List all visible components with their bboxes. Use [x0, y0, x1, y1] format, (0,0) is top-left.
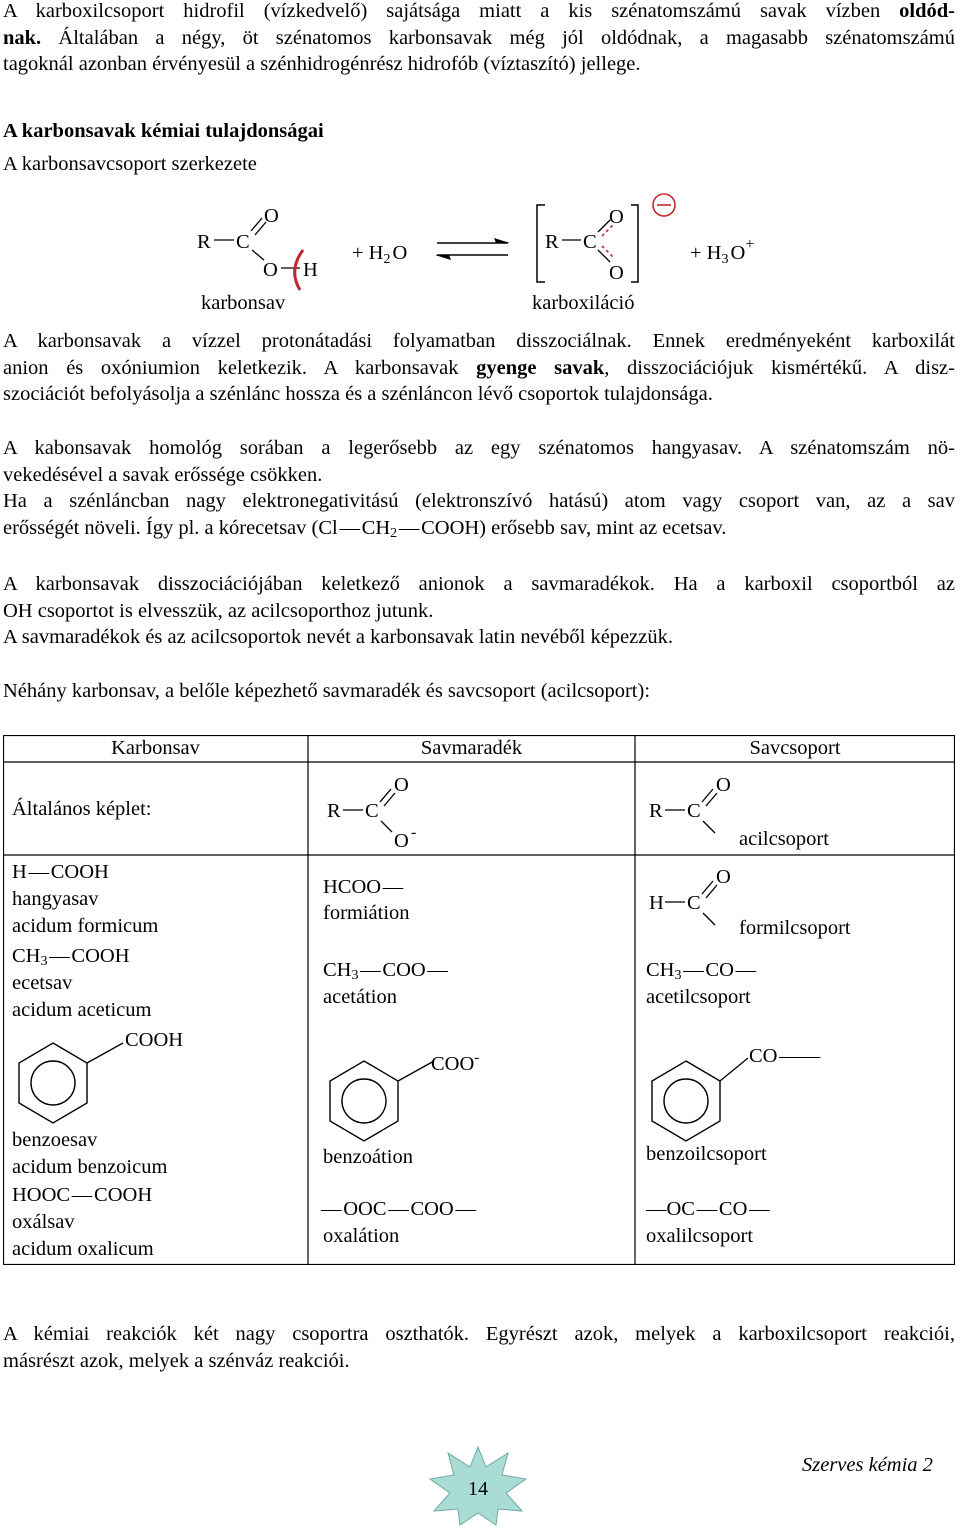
acetate-formula: $CH_3$ — COO —: [323, 959, 448, 983]
anion-R: R: [545, 231, 559, 253]
bracket-right: [631, 205, 638, 282]
bond-break-bracket: [295, 250, 303, 290]
general-acyl-structure: [643, 765, 753, 853]
oxalyl-formula: —OC — CO —: [646, 1198, 770, 1220]
formate-formula: HCOO —: [323, 876, 404, 898]
intro-line-3: tagoknál azonban érvényesül a szénhidrogénrész hidrofób (víztaszító) jellege.: [3, 53, 641, 75]
dissociation-paragraph: A karbonsavak a vízzel protonátadási folyamatban disszociálnak. Ennek eredményeként karboxilát anion és oxóniumion keletkezik. A karbonsavak gyenge savak, disszociációjuk kismértékű. A disz- szociációt befolyásolja a szénlánc hossza és a szénláncon lévő csoportok tulajdonsága.: [3, 330, 955, 405]
acid-O-top: O: [264, 205, 279, 227]
page-number: 14: [468, 1478, 488, 1500]
svg-text:C: C: [687, 892, 701, 914]
negative-charge-icon: [653, 194, 675, 216]
benzoate-group: COO-: [431, 1050, 480, 1075]
book-title: Szerves kémia 2: [802, 1454, 933, 1476]
benzoyl-name: benzoilcsoport: [646, 1143, 767, 1165]
svg-text:-: -: [411, 824, 417, 841]
label-acid: karbonsav: [201, 292, 286, 314]
header-karbonsav: Karbonsav: [111, 737, 200, 759]
closing-paragraph: A kémiai reakciók két nagy csoportra oszthatók. Egyrészt azok, melyek a karboxilcsoport reakciói, másrészt azok, melyek a szénváz reakciói.: [3, 1323, 955, 1372]
general-anion-structure: [321, 765, 441, 853]
svg-text:O: O: [716, 866, 731, 888]
label-anion: karboxiláció: [532, 292, 635, 314]
acetyl-formula: $CH_3$ — CO —: [646, 959, 757, 983]
oxalate-formula: — OOC — COO —: [321, 1198, 476, 1220]
benzene-ring-icon: [652, 1061, 720, 1141]
oxalic-formula: HOOC — COOH: [12, 1184, 153, 1206]
acetic-latin: acidum aceticum: [12, 999, 152, 1021]
acids-table: [3, 735, 955, 1265]
benzoic-latin: acidum benzoicum: [12, 1156, 168, 1178]
section-heading: A karbonsavak kémiai tulajdonságai: [3, 120, 324, 142]
formyl-structure: [643, 857, 753, 945]
acid-R: R: [197, 231, 211, 253]
formic-formula: H — COOH: [12, 861, 109, 883]
section-subheading: A karbonsavcsoport szerkezete: [3, 153, 257, 175]
intro-paragraph: [3, 0, 955, 78]
svg-text:R: R: [649, 800, 663, 822]
benzoic-group: COOH: [125, 1029, 184, 1051]
intro-line-1: A karboxilcsoport hidrofil (vízkedvelő) sajátsága miatt a kis szénatomszámú savak vízben: [3, 0, 900, 22]
acid-O-bottom: O: [263, 259, 278, 281]
acyl-label: acilcsoport: [739, 828, 829, 850]
benzene-ring-icon: [330, 1061, 398, 1141]
bracket-left: [537, 205, 545, 282]
anion-C: C: [583, 231, 597, 253]
plus-hydronium: + H3O+: [690, 236, 755, 267]
formic-latin: acidum formicum: [12, 915, 159, 937]
header-savcsoport: Savcsoport: [749, 737, 841, 759]
dissociation-reaction: [0, 185, 960, 320]
weak-acids-bold: gyenge savak: [476, 356, 605, 379]
acetic-name: ecetsav: [12, 972, 73, 994]
table-intro: Néhány karbonsav, a belőle képezhető savmaradék és savcsoport (acilcsoport):: [3, 680, 651, 702]
benzoic-name: benzoesav: [12, 1129, 98, 1151]
homolog-paragraph: A kabonsavak homológ sorában a legerősebb az egy szénatomos hangyasav. A szénatomszám nö- vekedésével a savak erőssége csökken. Ha a szénláncban nagy elektronegativitású (elektronszívó hatású) atom vagy csoport van, az a sav erősségét növeli. Így pl. a kórecetsav (Cl — $CH_2$ — COOH) erősebb sav, mint az ecetsav.: [3, 437, 955, 541]
oxalate-name: oxalátion: [323, 1225, 400, 1247]
benzoate-ring: [318, 1043, 518, 1143]
general-formula-label: Általános képlet:: [12, 798, 152, 820]
savmaradek-paragraph: A karbonsavak disszociációjában keletkező anionok a savmaradékok. Ha a karboxil csoportból az OH csoportot is elvesszük, az acilcsoporthoz jutunk. A savmaradékok és az acilcsoportok nevét a karbonsavak latin nevéből képezzük.: [3, 573, 955, 648]
svg-text:C: C: [687, 800, 701, 822]
acetic-formula: $CH_3$ — COOH: [12, 945, 130, 969]
formic-name: hangyasav: [12, 888, 99, 910]
acid-H: H: [303, 259, 318, 281]
benzoyl-group: CO ——: [749, 1045, 821, 1067]
svg-text:R: R: [327, 800, 341, 822]
svg-text:O: O: [394, 774, 409, 796]
acid-C: C: [236, 231, 250, 253]
svg-text:C: C: [365, 800, 379, 822]
oxalic-latin: acidum oxalicum: [12, 1238, 154, 1260]
acetate-name: acetátion: [323, 986, 397, 1008]
formyl-label: formilcsoport: [739, 917, 851, 939]
oxalic-name: oxálsav: [12, 1211, 75, 1233]
intro-bold-1: oldód-: [899, 0, 955, 22]
svg-text:H: H: [649, 892, 664, 914]
anion-O-top: O: [609, 206, 624, 228]
svg-text:O: O: [716, 774, 731, 796]
intro-line-2: Általában a négy, öt szénatomos karbonsavak még jól oldódnak, a magasabb szénatomszámú: [41, 26, 955, 49]
equilibrium-arrow: [435, 238, 510, 260]
benzene-ring-icon: [19, 1043, 87, 1123]
intro-bold-2: nak.: [3, 26, 42, 49]
plus-water: + H2O: [352, 242, 408, 267]
svg-text:O: O: [394, 830, 409, 852]
acetyl-name: acetilcsoport: [646, 986, 751, 1008]
oxalyl-name: oxalilcsoport: [646, 1225, 754, 1247]
anion-O-bottom: O: [609, 262, 624, 284]
header-savmaradek: Savmaradék: [420, 737, 523, 759]
benzoate-name: benzoátion: [323, 1146, 413, 1168]
formate-name: formiátion: [323, 902, 410, 924]
